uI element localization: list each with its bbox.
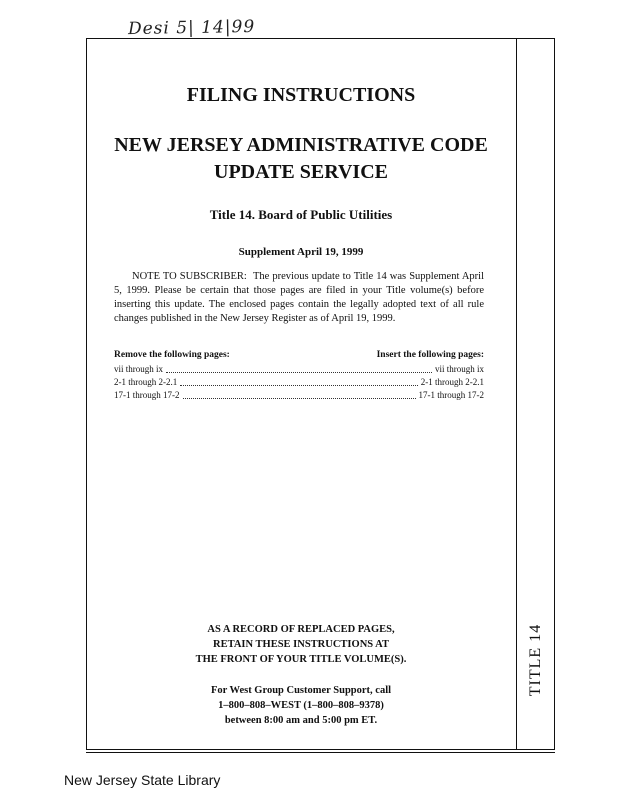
service-title-line-1: NEW JERSEY ADMINISTRATIVE CODE [114,134,488,156]
support-phone-line: 1–800–808–WEST (1–800–808–9378) [218,700,384,711]
remove-pages-cell: vii through ix [114,364,163,374]
record-line: AS A RECORD OF REPLACED PAGES, [207,624,395,635]
pages-table [114,349,484,402]
library-footer: New Jersey State Library [64,772,221,788]
record-line: RETAIN THESE INSTRUCTIONS AT [213,639,389,650]
dot-leader [183,398,416,399]
remove-pages-header: Remove the following pages: [114,350,230,360]
frame-bottom-rule [86,752,555,753]
supplement-date: Supplement April 19, 1999 [238,246,364,258]
note-body: The previous update to Title 14 was Supplement April 5, 1999. Please be certain that those pages are filed in your Title volume(s) before inserting this update. The enclosed pages contain the legally adopted text of all rule changes published in the New Jersey Register as of April 19, 1999. [114,271,485,324]
remove-pages-cell: 17-1 through 17-2 [114,390,180,400]
remove-pages-cell: 2-1 through 2-2.1 [114,377,178,387]
pages-table-header [114,349,484,362]
service-title-line-2: UPDATE SERVICE [214,161,388,183]
page-title: FILING INSTRUCTIONS [186,84,416,106]
record-instructions [86,622,516,667]
insert-pages-cell: vii through ix [435,364,484,374]
note-lead: NOTE TO SUBSCRIBER: [132,271,247,282]
handwritten-date-note: Desi 5| 14|99 [127,16,256,40]
insert-pages-cell: 17-1 through 17-2 [418,390,484,400]
tab-divider [516,38,517,750]
record-line: THE FRONT OF YOUR TITLE VOLUME(S). [195,654,407,665]
insert-pages-header: Insert the following pages: [376,350,484,360]
insert-pages-cell: 2-1 through 2-2.1 [420,377,484,387]
title-tab-label: TITLE 14 [527,623,544,697]
table-row [114,363,484,376]
support-line: For West Group Customer Support, call [210,685,392,696]
title-subject: Title 14. Board of Public Utilities [209,207,393,222]
customer-support-info [86,683,516,728]
dot-leader [180,385,418,386]
dot-leader [166,372,432,373]
support-hours-line: between 8:00 am and 5:00 pm ET. [224,715,378,726]
table-row [114,376,484,389]
table-row [114,389,484,402]
service-title [86,132,516,186]
subscriber-note [114,270,484,326]
